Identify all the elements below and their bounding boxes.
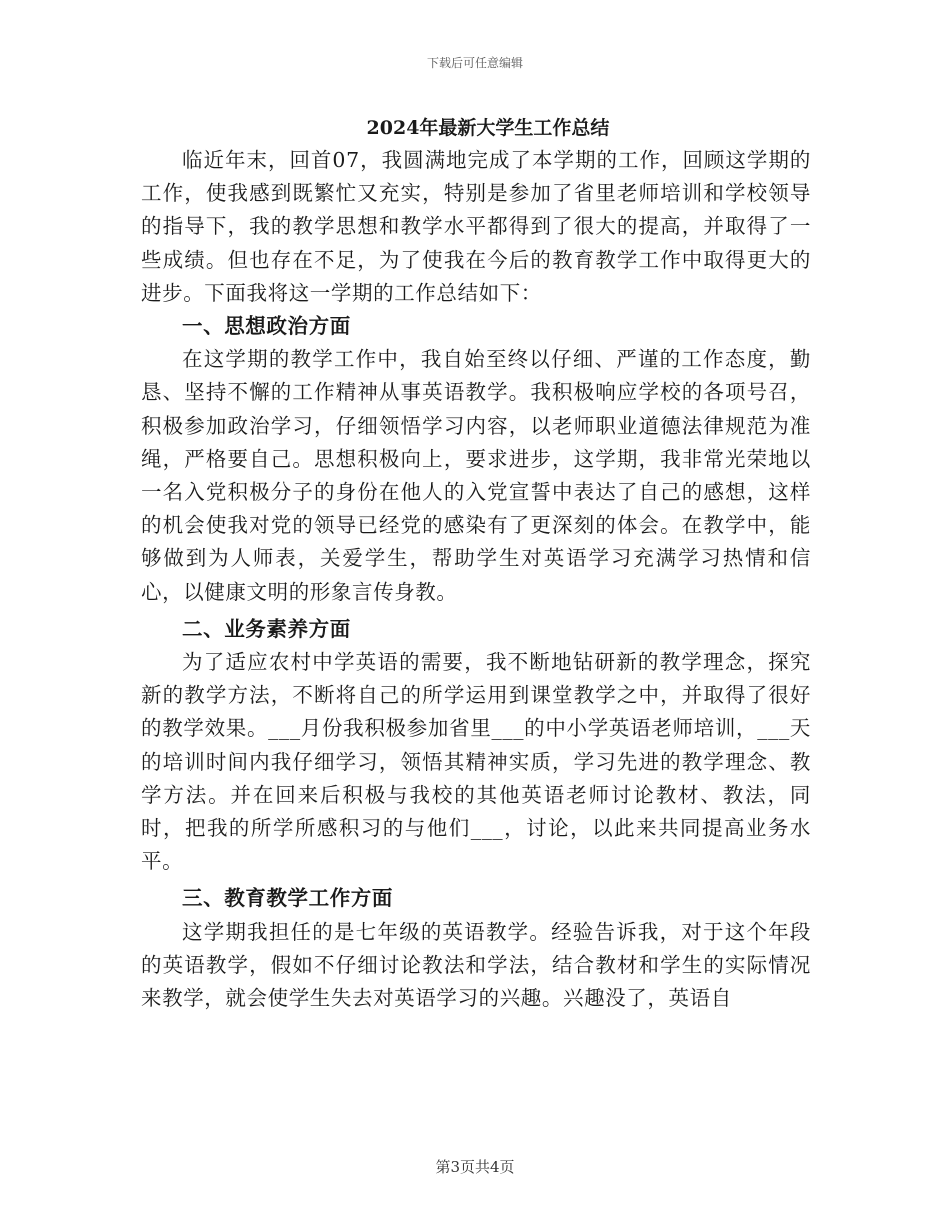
intro-paragraph: 临近年末，回首07，我圆满地完成了本学期的工作，回顾这学期的工作，使我感到既繁忙又充实，特别是参加了省里老师培训和学校领导的指导下，我的教学思想和教学水平都得到了很大的提高，并取得了一些成绩。但也存在不足，为了使我在今后的教育教学工作中取得更大的进步。下面我将这一学期的工作总结如下： bbox=[141, 148, 811, 305]
section-heading-political: 一、思想政治方面 bbox=[182, 314, 351, 339]
document-title: 2024年最新大学生工作总结 bbox=[366, 117, 610, 139]
document-body bbox=[141, 112, 811, 1015]
section-body-teaching: 这学期我担任的是七年级的英语教学。经验告诉我，对于这个年段的英语教学，假如不仔细讨论教法和学法，结合教材和学生的实际情况来教学，就会使学生失去对英语学习的兴趣。兴趣没了，英语自 bbox=[141, 919, 811, 1011]
page-number-footer: 第3页共4页 bbox=[435, 1158, 515, 1176]
section-heading-teaching: 三、教育教学工作方面 bbox=[182, 886, 393, 911]
page-header-note: 下载后可任意编辑 bbox=[426, 56, 523, 70]
section-body-political: 在这学期的教学工作中，我自始至终以仔细、严谨的工作态度，勤恳、坚持不懈的工作精神从事英语教学。我积极响应学校的各项号召，积极参加政治学习，仔细领悟学习内容，以老师职业道德法律规范为准绳，严格要自己。思想积极向上，要求进步，这学期，我非常光荣地以一名入党积极分子的身份在他人的入党宣誓中表达了自己的感想，这样的机会使我对党的领导已经党的感染有了更深刻的体会。在教学中，能够做到为人师表，关爱学生，帮助学生对英语学习充满学习热情和信心，以健康文明的形象言传身教。 bbox=[141, 347, 811, 604]
section-heading-professional: 二、业务素养方面 bbox=[182, 616, 351, 641]
section-body-professional: 为了适应农村中学英语的需要，我不断地钻研新的教学理念，探究新的教学方法，不断将自己的所学运用到课堂教学之中，并取得了很好的教学效果。___月份我积极参加省里___的中小学英语老师培训，___天的培训时间内我仔细学习，领悟其精神实质，学习先进的教学理念、教学方法。并在回来后积极与我校的其他英语老师讨论教材、教法，同时，把我的所学所感积习的与他们___，讨论，以此来共同提高业务水平。 bbox=[141, 650, 811, 874]
